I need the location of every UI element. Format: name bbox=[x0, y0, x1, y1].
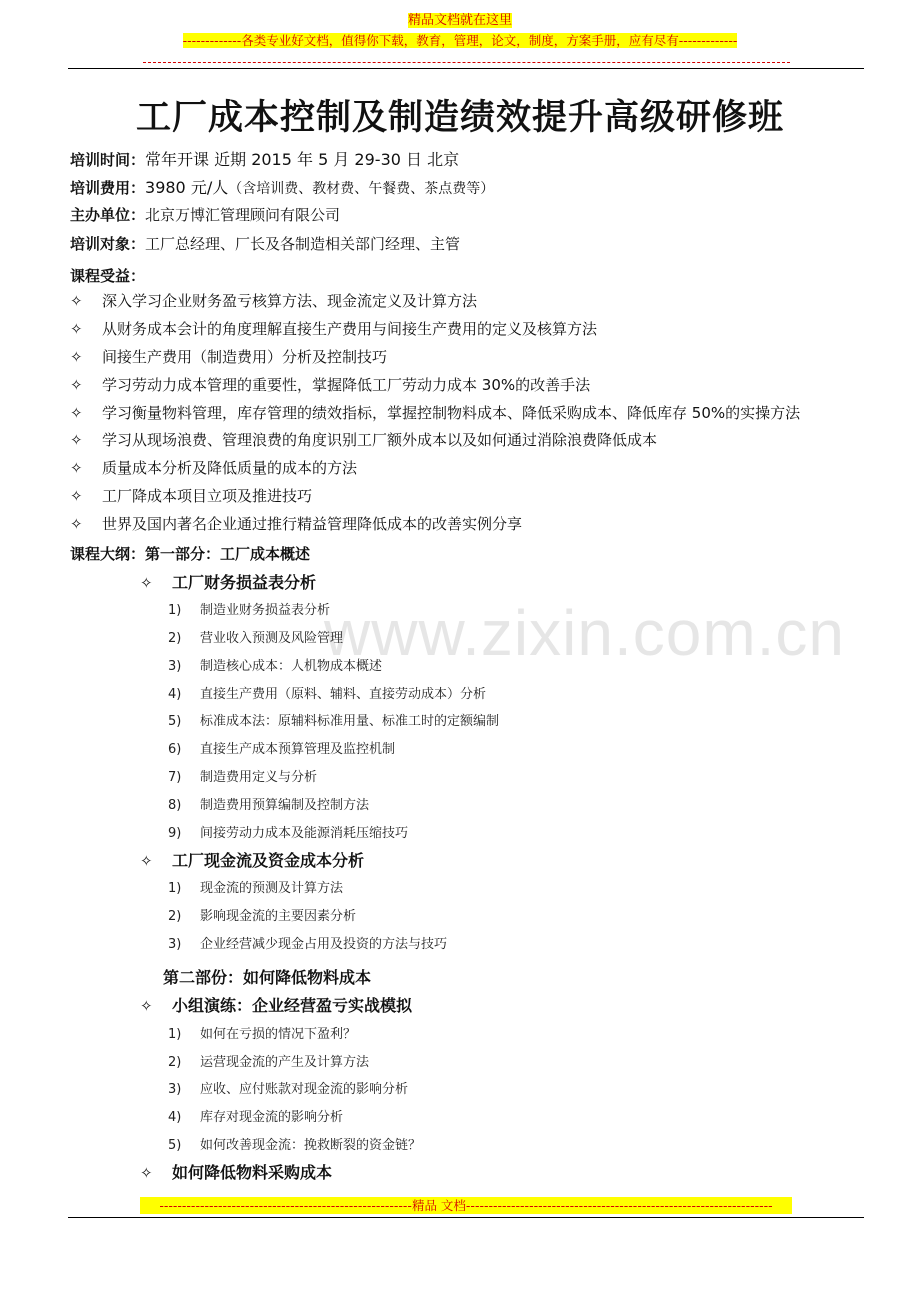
diamond-bullet-icon: ✧ bbox=[70, 292, 83, 310]
item-number: 1) bbox=[168, 1027, 182, 1042]
diamond-bullet-icon: ✧ bbox=[140, 574, 153, 592]
item-number: 1) bbox=[168, 603, 182, 618]
item-number: 9) bbox=[168, 826, 182, 841]
outline-section bbox=[140, 572, 316, 594]
item-number: 7) bbox=[168, 770, 182, 785]
item-text: 影响现金流的主要因素分析 bbox=[200, 909, 357, 924]
fee-note: （含培训费、教材费、午餐费、茶点费等） bbox=[228, 181, 495, 197]
benefit-text: 从财务成本会计的角度理解直接生产费用与间接生产费用的定义及核算方法 bbox=[102, 320, 598, 338]
benefit-text: 深入学习企业财务盈亏核算方法、现金流定义及计算方法 bbox=[102, 292, 478, 310]
page-title: 工厂成本控制及制造绩效提升高级研修班 bbox=[135, 97, 784, 138]
item-number: 3) bbox=[168, 1082, 182, 1097]
outline-item bbox=[168, 1081, 408, 1099]
outline-item bbox=[168, 686, 486, 704]
section-title: 工厂现金流及资金成本分析 bbox=[172, 851, 365, 870]
item-text: 应收、应付账款对现金流的影响分析 bbox=[200, 1082, 409, 1097]
outline-item bbox=[168, 741, 395, 759]
benefit-text: 学习劳动力成本管理的重要性，掌握降低工厂劳动力成本 30%的改善手法 bbox=[102, 376, 591, 394]
item-text: 间接劳动力成本及能源消耗压缩技巧 bbox=[200, 826, 409, 841]
fee-label: 培训费用： bbox=[70, 179, 146, 197]
diamond-bullet-icon: ✧ bbox=[70, 459, 83, 477]
benefits-title: 课程受益： bbox=[70, 267, 146, 285]
benefit-item bbox=[70, 319, 597, 339]
benefit-item bbox=[70, 514, 522, 534]
diamond-bullet-icon: ✧ bbox=[70, 320, 83, 338]
item-text: 制造业财务损益表分析 bbox=[200, 603, 331, 618]
item-number: 3) bbox=[168, 937, 182, 952]
benefit-text: 间接生产费用（制造费用）分析及控制技巧 bbox=[102, 348, 388, 366]
item-text: 直接生产费用（原料、辅料、直接劳动成本）分析 bbox=[200, 687, 487, 702]
section-title: 小组演练：企业经营盈亏实战模拟 bbox=[172, 996, 413, 1015]
item-number: 6) bbox=[168, 742, 182, 757]
outline-item bbox=[168, 908, 356, 926]
outline-item bbox=[168, 630, 343, 648]
item-text: 企业经营减少现金占用及投资的方法与技巧 bbox=[200, 937, 448, 952]
section-title: 工厂财务损益表分析 bbox=[172, 573, 317, 592]
diamond-bullet-icon: ✧ bbox=[140, 997, 153, 1015]
item-number: 2) bbox=[168, 631, 182, 646]
outline-item bbox=[168, 769, 317, 787]
header-rule bbox=[68, 68, 864, 69]
benefit-item bbox=[70, 430, 657, 450]
outline-item bbox=[168, 797, 369, 815]
header-top-title-text: 精品文档就在这里 bbox=[407, 13, 512, 28]
benefit-item bbox=[70, 458, 357, 478]
fee-value: 3980 元/人 bbox=[145, 178, 229, 197]
info-target bbox=[70, 234, 460, 254]
section-title: 如何降低物料采购成本 bbox=[172, 1163, 333, 1182]
header-tagline-text: -------------各类专业好文档，值得你下载，教育，管理，论文，制度，方案手册，应有尽有------------- bbox=[182, 33, 738, 48]
outline-section bbox=[140, 1162, 332, 1184]
target-label: 培训对象： bbox=[70, 235, 146, 253]
time-label: 培训时间： bbox=[70, 151, 146, 169]
info-time bbox=[70, 150, 459, 170]
outline-item bbox=[168, 1137, 421, 1155]
item-text: 运营现金流的产生及计算方法 bbox=[200, 1055, 370, 1070]
item-text: 标准成本法：原辅料标准用量、标准工时的定额编制 bbox=[200, 714, 500, 729]
time-value: 常年开课 近期 2015 年 5 月 29-30 日 北京 bbox=[145, 150, 460, 169]
target-value: 工厂总经理、厂长及各制造相关部门经理、主管 bbox=[145, 235, 461, 253]
header-tagline bbox=[0, 32, 920, 49]
outline-item bbox=[168, 713, 499, 731]
item-number: 4) bbox=[168, 687, 182, 702]
item-text: 制造费用预算编制及控制方法 bbox=[200, 798, 370, 813]
item-number: 5) bbox=[168, 714, 182, 729]
item-text: 如何在亏损的情况下盈利？ bbox=[200, 1027, 357, 1042]
diamond-bullet-icon: ✧ bbox=[140, 852, 153, 870]
outline-item bbox=[168, 1026, 356, 1044]
diamond-bullet-icon: ✧ bbox=[70, 487, 83, 505]
outline-section bbox=[140, 995, 412, 1017]
item-number: 4) bbox=[168, 1110, 182, 1125]
item-text: 营业收入预测及风险管理 bbox=[200, 631, 344, 646]
footer-rule bbox=[68, 1217, 864, 1218]
item-text: 制造核心成本：人机物成本概述 bbox=[200, 659, 383, 674]
item-number: 1) bbox=[168, 881, 182, 896]
item-number: 2) bbox=[168, 1055, 182, 1070]
diamond-bullet-icon: ✧ bbox=[140, 1164, 153, 1182]
diamond-bullet-icon: ✧ bbox=[70, 431, 83, 449]
info-fee bbox=[70, 178, 494, 199]
item-number: 5) bbox=[168, 1138, 182, 1153]
item-text: 如何改善现金流：挽救断裂的资金链？ bbox=[200, 1138, 422, 1153]
benefit-item bbox=[70, 347, 387, 367]
footer-text: --------------------------------------------------------精品 文档-------------------------------------------------------------------- bbox=[159, 1198, 773, 1213]
benefit-item bbox=[70, 291, 477, 311]
item-number: 3) bbox=[168, 659, 182, 674]
org-label: 主办单位： bbox=[70, 206, 146, 224]
outline-item bbox=[168, 658, 382, 676]
benefit-text: 学习从现场浪费、管理浪费的角度识别工厂额外成本以及如何通过消除浪费降低成本 bbox=[102, 431, 658, 449]
benefit-item bbox=[70, 486, 312, 506]
benefit-item bbox=[70, 403, 800, 423]
benefit-text: 工厂降成本项目立项及推进技巧 bbox=[102, 487, 313, 505]
diamond-bullet-icon: ✧ bbox=[70, 404, 83, 422]
benefit-text: 学习衡量物料管理，库存管理的绩效指标，掌握控制物料成本、降低采购成本、降低库存 50%的实操方法 bbox=[102, 404, 801, 422]
item-number: 2) bbox=[168, 909, 182, 924]
benefit-text: 世界及国内著名企业通过推行精益管理降低成本的改善实例分享 bbox=[102, 515, 523, 533]
item-text: 制造费用定义与分析 bbox=[200, 770, 318, 785]
outline-item bbox=[168, 936, 447, 954]
item-text: 库存对现金流的影响分析 bbox=[200, 1110, 344, 1125]
diamond-bullet-icon: ✧ bbox=[70, 515, 83, 533]
part2-title: 第二部份：如何降低物料成本 bbox=[163, 968, 372, 987]
outline-item bbox=[168, 1054, 369, 1072]
outline-item bbox=[168, 1109, 343, 1127]
footer-bar bbox=[140, 1197, 792, 1214]
item-text: 直接生产成本预算管理及监控机制 bbox=[200, 742, 396, 757]
item-number: 8) bbox=[168, 798, 182, 813]
outline-item bbox=[168, 602, 330, 620]
outline-section bbox=[140, 850, 364, 872]
diamond-bullet-icon: ✧ bbox=[70, 348, 83, 366]
outline-item bbox=[168, 825, 408, 843]
outline-item bbox=[168, 880, 343, 898]
item-text: 现金流的预测及计算方法 bbox=[200, 881, 344, 896]
header-dashed-line bbox=[143, 54, 790, 63]
outline-title: 课程大纲：第一部分：工厂成本概述 bbox=[70, 545, 311, 563]
benefit-item bbox=[70, 375, 590, 395]
benefit-text: 质量成本分析及降低质量的成本的方法 bbox=[102, 459, 358, 477]
org-value: 北京万博汇管理顾问有限公司 bbox=[145, 206, 341, 224]
diamond-bullet-icon: ✧ bbox=[70, 376, 83, 394]
info-organizer bbox=[70, 205, 340, 225]
watermark: www.zixin.com.cn bbox=[324, 597, 845, 669]
header-top-title bbox=[0, 12, 920, 29]
